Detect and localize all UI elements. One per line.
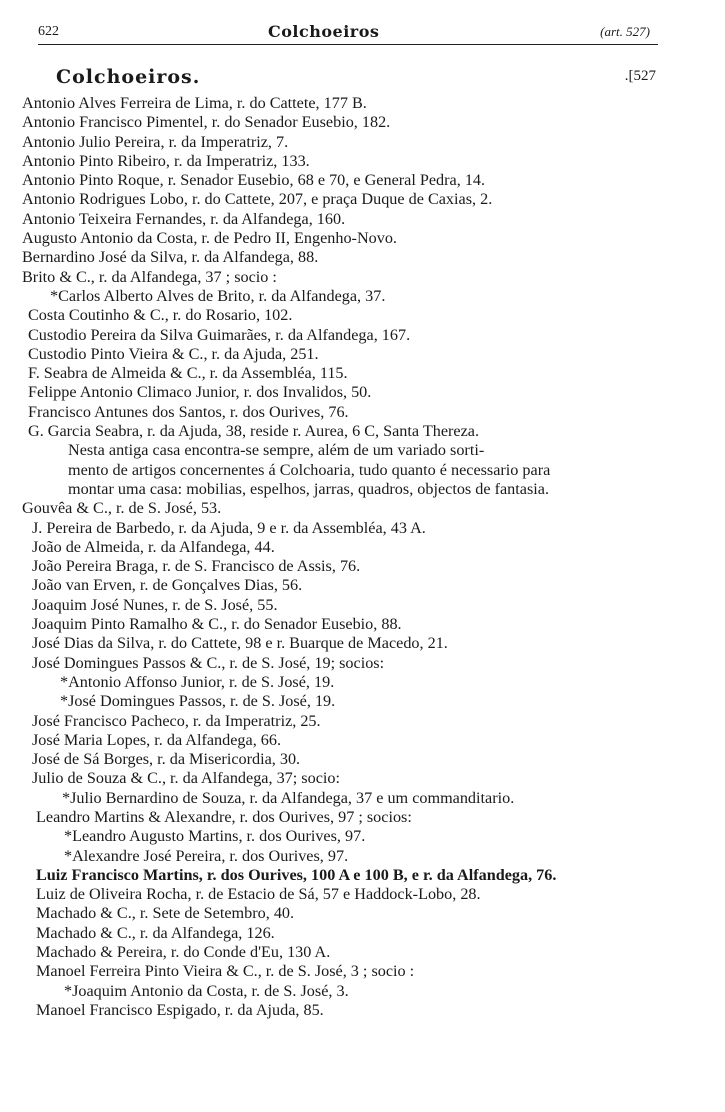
entry: Antonio Pinto Ribeiro, r. da Imperatriz, 133.: [22, 151, 310, 170]
running-title: Colchoeiros: [268, 22, 380, 41]
entry: Machado & C., r. Sete de Setembro, 40.: [36, 904, 295, 923]
entry: Antonio Teixeira Fernandes, r. da Alfandega, 160.: [22, 209, 346, 228]
entry: Luiz de Oliveira Rocha, r. de Estacio de Sá, 57 e Haddock-Lobo, 28.: [36, 885, 481, 904]
section-heading-row: [56, 66, 660, 92]
entry: Antonio Alves Ferreira de Lima, r. do Cattete, 177 B.: [22, 94, 367, 112]
entry: José Francisco Pacheco, r. da Imperatriz, 25.: [32, 711, 321, 730]
entry: Antonio Pinto Roque, r. Senador Eusebio, 68 e 70, e General Pedra, 14.: [22, 171, 486, 190]
entry: João Pereira Braga, r. de S. Francisco de Assis, 76.: [32, 557, 361, 576]
entry: Machado & Pereira, r. do Conde d'Eu, 130 A.: [36, 943, 331, 962]
page-number: 622: [38, 24, 59, 39]
entry: Antonio Rodrigues Lobo, r. do Cattete, 207, e praça Duque de Caxias, 2.: [22, 190, 493, 209]
entry-partner: *Joaquim Antonio da Costa, r. de S. José, 3.: [64, 981, 349, 1000]
entry: Custodio Pereira da Silva Guimarães, r. da Alfandega, 167.: [28, 325, 411, 344]
entry: Bernardino José da Silva, r. da Alfandega, 88.: [22, 248, 319, 267]
entry: Felippe Antonio Climaco Junior, r. dos Invalidos, 50.: [28, 383, 372, 402]
entry: João de Almeida, r. da Alfandega, 44.: [32, 537, 275, 556]
entry: Antonio Francisco Pimentel, r. do Senador Eusebio, 182.: [22, 113, 391, 132]
entry-partner: *Julio Bernardino de Souza, r. da Alfandega, 37 e um commanditario.: [62, 788, 515, 807]
entry: Costa Coutinho & C., r. do Rosario, 102.: [28, 306, 293, 325]
entry: José Maria Lopes, r. da Alfandega, 66.: [32, 730, 282, 749]
entry: Brito & C., r. da Alfandega, 37 ; socio :: [22, 267, 277, 286]
section-number: .[527: [624, 68, 656, 84]
entry: Francisco Antunes dos Santos, r. dos Ourives, 76.: [28, 402, 349, 421]
entry: Luiz Francisco Martins, r. dos Ourives, 100 A e 100 B, e r. da Alfandega, 76.: [36, 865, 557, 884]
entry: F. Seabra de Almeida & C., r. da Assembléa, 115.: [28, 364, 348, 383]
advert-line: mento de artigos concernentes á Colchoaria, tudo quanto é necessario para: [68, 460, 551, 479]
entry-partner: *Alexandre José Pereira, r. dos Ourives, 97.: [64, 846, 349, 865]
entry: Manoel Francisco Espigado, r. da Ajuda, 85.: [36, 1000, 324, 1019]
entry: Leandro Martins & Alexandre, r. dos Ourives, 97 ; socios:: [36, 807, 412, 826]
entry-partner: *Leandro Augusto Martins, r. dos Ourives, 97.: [64, 827, 366, 846]
entry: José Domingues Passos & C., r. de S. José, 19; socios:: [32, 653, 385, 672]
entry: Manoel Ferreira Pinto Vieira & C., r. de S. José, 3 ; socio :: [36, 962, 415, 981]
entry-partner: *José Domingues Passos, r. de S. José, 19.: [60, 692, 336, 711]
page-header: [38, 22, 658, 45]
entry: Antonio Julio Pereira, r. da Imperatriz, 7.: [22, 132, 289, 151]
advert-line: montar uma casa: mobilias, espelhos, jarras, quadros, objectos de fantasia.: [68, 479, 549, 498]
advert-line: Nesta antiga casa encontra-se sempre, além de um variado sorti-: [68, 441, 485, 460]
entry: Augusto Antonio da Costa, r. de Pedro II, Engenho-Novo.: [22, 229, 397, 248]
entry: Joaquim Pinto Ramalho & C., r. do Senador Eusebio, 88.: [32, 615, 402, 634]
entry-partner: *Carlos Alberto Alves de Brito, r. da Alfandega, 37.: [50, 286, 386, 305]
entry-partner: *Antonio Affonso Junior, r. de S. José, 19.: [60, 672, 335, 691]
entry: Joaquim José Nunes, r. de S. José, 55.: [32, 595, 278, 614]
section-title: Colchoeiros.: [56, 66, 201, 88]
entry-list: [22, 94, 672, 1020]
entry: Machado & C., r. da Alfandega, 126.: [36, 923, 275, 942]
entry: G. Garcia Seabra, r. da Ajuda, 38, reside r. Aurea, 6 C, Santa Thereza.: [28, 422, 479, 441]
article-reference: (art. 527): [600, 24, 650, 39]
entry: José Dias da Silva, r. do Cattete, 98 e r. Buarque de Macedo, 21.: [32, 634, 448, 653]
entry: Custodio Pinto Vieira & C., r. da Ajuda, 251.: [28, 344, 319, 363]
entry: José de Sá Borges, r. da Misericordia, 30.: [32, 750, 301, 769]
entry: João van Erven, r. de Gonçalves Dias, 56.: [32, 576, 303, 595]
entry: Gouvêa & C., r. de S. José, 53.: [22, 499, 222, 518]
entry: Julio de Souza & C., r. da Alfandega, 37; socio:: [32, 769, 340, 788]
entry: J. Pereira de Barbedo, r. da Ajuda, 9 e r. da Assembléa, 43 A.: [32, 518, 426, 537]
